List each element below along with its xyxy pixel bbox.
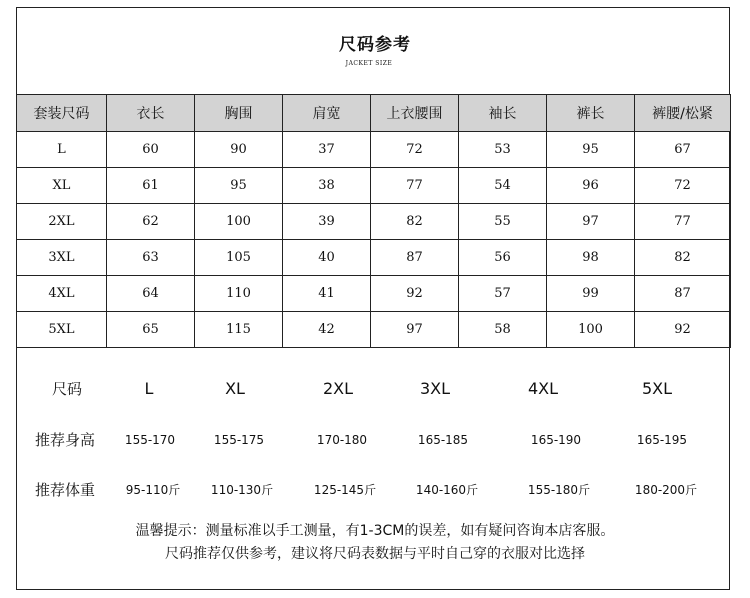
recommend-weight-label: 推荐体重: [35, 481, 96, 499]
recommend-size: 4XL: [527, 379, 559, 398]
table-cell: 92: [371, 276, 459, 312]
recommend-weight: 125-145斤: [313, 483, 377, 497]
table-cell: 95: [547, 132, 635, 168]
recommend-size: 5XL: [641, 379, 673, 398]
column-header: 胸围: [195, 95, 283, 132]
table-cell: 5XL: [17, 312, 107, 348]
table-cell: 105: [195, 240, 283, 276]
recommend-weight: 140-160斤: [415, 483, 479, 497]
table-cell: 57: [459, 276, 547, 312]
table-cell: 97: [371, 312, 459, 348]
table-cell: 40: [283, 240, 371, 276]
recommend-weight-row: [16, 475, 730, 505]
table-cell: 4XL: [17, 276, 107, 312]
table-cell: 77: [635, 204, 731, 240]
table-cell: 87: [635, 276, 731, 312]
tip-line-1: 温馨提示：测量标准以手工测量，有1-3CM的误差，如有疑问咨询本店客服。: [135, 523, 615, 539]
table-cell: 98: [547, 240, 635, 276]
table-row: [17, 276, 731, 312]
table-row: [17, 312, 731, 348]
table-cell: 100: [547, 312, 635, 348]
table-cell: 38: [283, 168, 371, 204]
table-cell: 3XL: [17, 240, 107, 276]
recommend-height-label: 推荐身高: [35, 431, 96, 449]
table-cell: 115: [195, 312, 283, 348]
table-cell: 60: [107, 132, 195, 168]
table-row: [17, 132, 731, 168]
page-title: 尺码参考: [339, 35, 411, 55]
recommend-weight: 95-110斤: [125, 483, 181, 497]
recommend-weight: 110-130斤: [210, 483, 274, 497]
table-cell: 99: [547, 276, 635, 312]
table-cell: 97: [547, 204, 635, 240]
table-cell: 54: [459, 168, 547, 204]
table-cell: 39: [283, 204, 371, 240]
table-cell: 82: [635, 240, 731, 276]
table-cell: 56: [459, 240, 547, 276]
table-cell: 87: [371, 240, 459, 276]
recommend-weight: 180-200斤: [634, 483, 698, 497]
table-cell: 110: [195, 276, 283, 312]
table-cell: 67: [635, 132, 731, 168]
table-cell: 41: [283, 276, 371, 312]
recommend-height: 165-195: [636, 433, 688, 447]
column-header: 裤长: [547, 95, 635, 132]
recommend-size: XL: [225, 379, 245, 398]
table-cell: 64: [107, 276, 195, 312]
recommend-size: 2XL: [322, 379, 354, 398]
table-cell: 2XL: [17, 204, 107, 240]
recommend-height: 155-170: [124, 433, 176, 447]
table-cell: 58: [459, 312, 547, 348]
column-header: 套装尺码: [17, 95, 107, 132]
table-cell: 100: [195, 204, 283, 240]
recommend-size-label: 尺码: [52, 380, 83, 398]
recommend-size: 3XL: [419, 379, 451, 398]
table-cell: 95: [195, 168, 283, 204]
table-cell: 55: [459, 204, 547, 240]
table-row: [17, 240, 731, 276]
table-cell: 72: [371, 132, 459, 168]
table-cell: 92: [635, 312, 731, 348]
table-cell: 72: [635, 168, 731, 204]
table-row: [17, 168, 731, 204]
table-row: [17, 204, 731, 240]
table-cell: 96: [547, 168, 635, 204]
table-cell: 37: [283, 132, 371, 168]
recommend-size-row: [16, 374, 730, 404]
page-subtitle: JACKET SIZE: [345, 60, 393, 67]
column-header: 肩宽: [283, 95, 371, 132]
recommend-weight: 155-180斤: [527, 483, 591, 497]
table-cell: 61: [107, 168, 195, 204]
size-table: [16, 94, 731, 348]
column-header: 袖长: [459, 95, 547, 132]
table-header-row: [17, 95, 731, 132]
table-cell: 77: [371, 168, 459, 204]
column-header: 裤腰/松紧: [635, 95, 731, 132]
table-cell: 82: [371, 204, 459, 240]
recommend-height: 165-185: [417, 433, 469, 447]
recommend-size: L: [144, 379, 154, 398]
table-cell: 63: [107, 240, 195, 276]
recommend-height: 170-180: [316, 433, 368, 447]
table-cell: 53: [459, 132, 547, 168]
table-cell: 65: [107, 312, 195, 348]
table-cell: 90: [195, 132, 283, 168]
table-cell: 62: [107, 204, 195, 240]
column-header: 上衣腰围: [371, 95, 459, 132]
table-cell: XL: [17, 168, 107, 204]
recommend-height-row: [16, 425, 730, 455]
recommend-height: 165-190: [530, 433, 582, 447]
recommend-height: 155-175: [213, 433, 265, 447]
table-cell: L: [17, 132, 107, 168]
table-cell: 42: [283, 312, 371, 348]
tip-line-2: 尺码推荐仅供参考，建议将尺码表数据与平时自己穿的衣服对比选择: [165, 546, 585, 562]
column-header: 衣长: [107, 95, 195, 132]
